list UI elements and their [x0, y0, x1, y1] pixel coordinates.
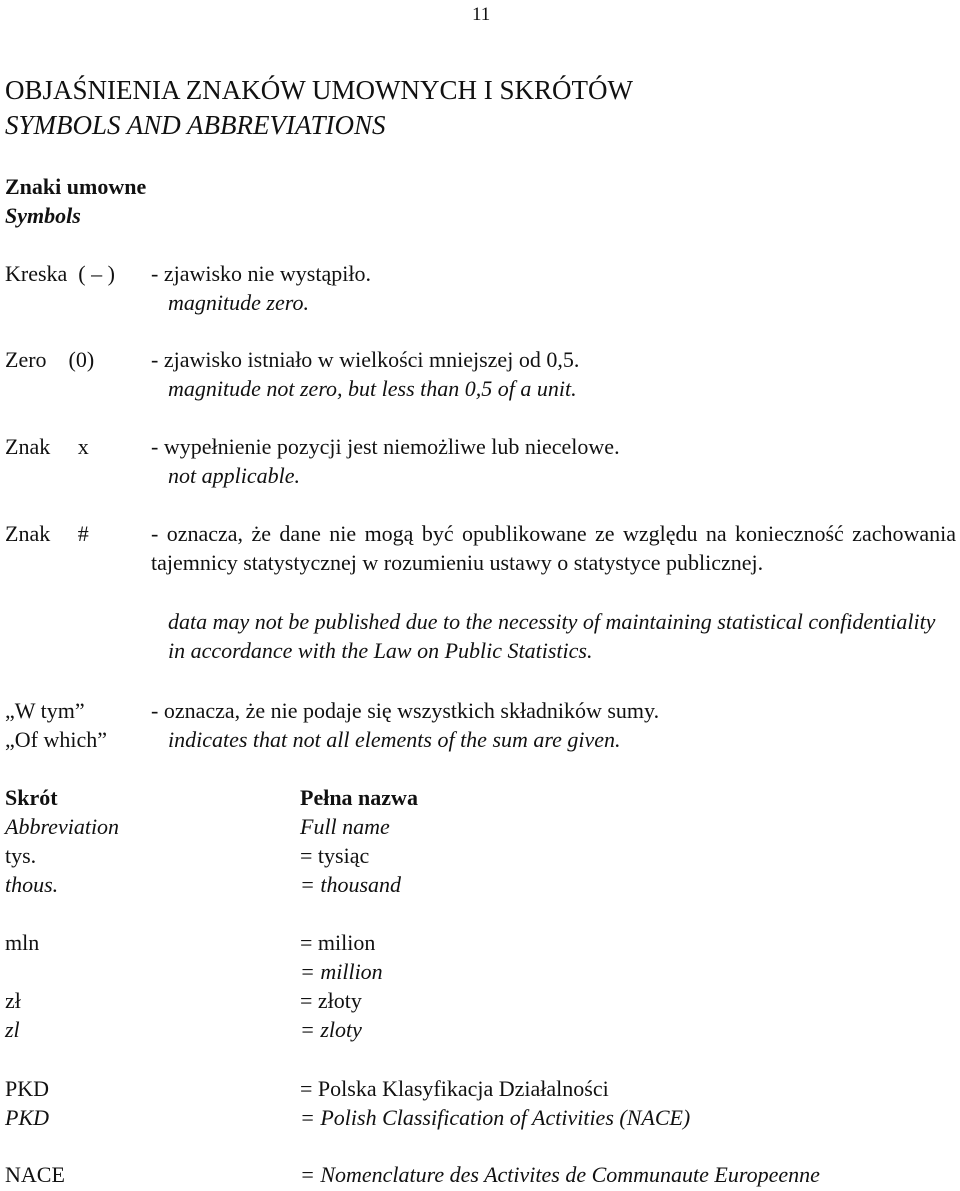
abbreviation-en: zl [5, 1017, 20, 1042]
page-title: OBJAŚNIENIA ZNAKÓW UMOWNYCH I SKRÓTÓW [5, 75, 633, 105]
page-number: 11 [472, 4, 491, 25]
full-name-en: = million [300, 959, 383, 984]
symbol-label-en: „Of which” [5, 727, 108, 752]
full-name-en: = zloty [300, 1017, 362, 1042]
symbol-label: Znak # [5, 521, 89, 546]
full-name-heading-en: Full name [300, 814, 390, 839]
abbreviation: NACE [5, 1162, 65, 1187]
symbol-description: - wypełnienie pozycji jest niemożliwe lub niecelowe. [151, 434, 620, 459]
abbreviation: mln [5, 930, 40, 955]
symbol-description-en: magnitude zero. [168, 290, 309, 315]
page-subtitle: SYMBOLS AND ABBREVIATIONS [5, 110, 386, 140]
symbol-description-en: data may not be published due to the necessity of maintaining statistical confidentiality in accordance with the Law on Public Statistics. [168, 609, 936, 663]
symbol-description: - zjawisko nie wystąpiło. [151, 261, 371, 286]
symbols-heading-en: Symbols [5, 203, 81, 228]
full-name: = tysiąc [300, 843, 370, 868]
symbol-label: Zero (0) [5, 347, 95, 372]
full-name-heading: Pełna nazwa [300, 785, 418, 810]
symbol-description-en: indicates that not all elements of the sum are given. [168, 727, 621, 752]
full-name-en: = thousand [300, 872, 402, 897]
symbol-description: - zjawisko istniało w wielkości mniejszej od 0,5. [151, 347, 580, 372]
symbol-description: - oznacza, że nie podaje się wszystkich składników sumy. [151, 698, 660, 723]
abbreviation-heading-en: Abbreviation [5, 814, 120, 839]
abbreviation-heading: Skrót [5, 785, 58, 810]
abbreviation: tys. [5, 843, 37, 868]
abbreviation: PKD [5, 1076, 50, 1101]
full-name: = złoty [300, 988, 362, 1013]
full-name-en: = Polish Classification of Activities (NACE) [300, 1105, 691, 1130]
full-name: = milion [300, 930, 376, 955]
abbreviation: zł [5, 988, 21, 1013]
symbol-description: - oznacza, że dane nie mogą być opublikowane ze względu na konieczność zachowania tajemnicy statystycznej w rozumieniu ustawy o statystyce publicznej. [151, 521, 956, 575]
abbreviation-en: thous. [5, 872, 59, 897]
symbol-description-en: magnitude not zero, but less than 0,5 of a unit. [168, 376, 577, 401]
full-name: = Polska Klasyfikacja Działalności [300, 1076, 609, 1101]
full-name-en: = Nomenclature des Activites de Communaute Europeenne [300, 1162, 820, 1187]
symbols-heading: Znaki umowne [5, 174, 147, 199]
symbol-label: Znak x [5, 434, 89, 459]
symbol-description-en: not applicable. [168, 463, 300, 488]
abbreviation-en: PKD [5, 1105, 49, 1130]
symbol-label: „W tym” [5, 698, 85, 723]
symbol-label: Kreska ( – ) [5, 261, 115, 286]
